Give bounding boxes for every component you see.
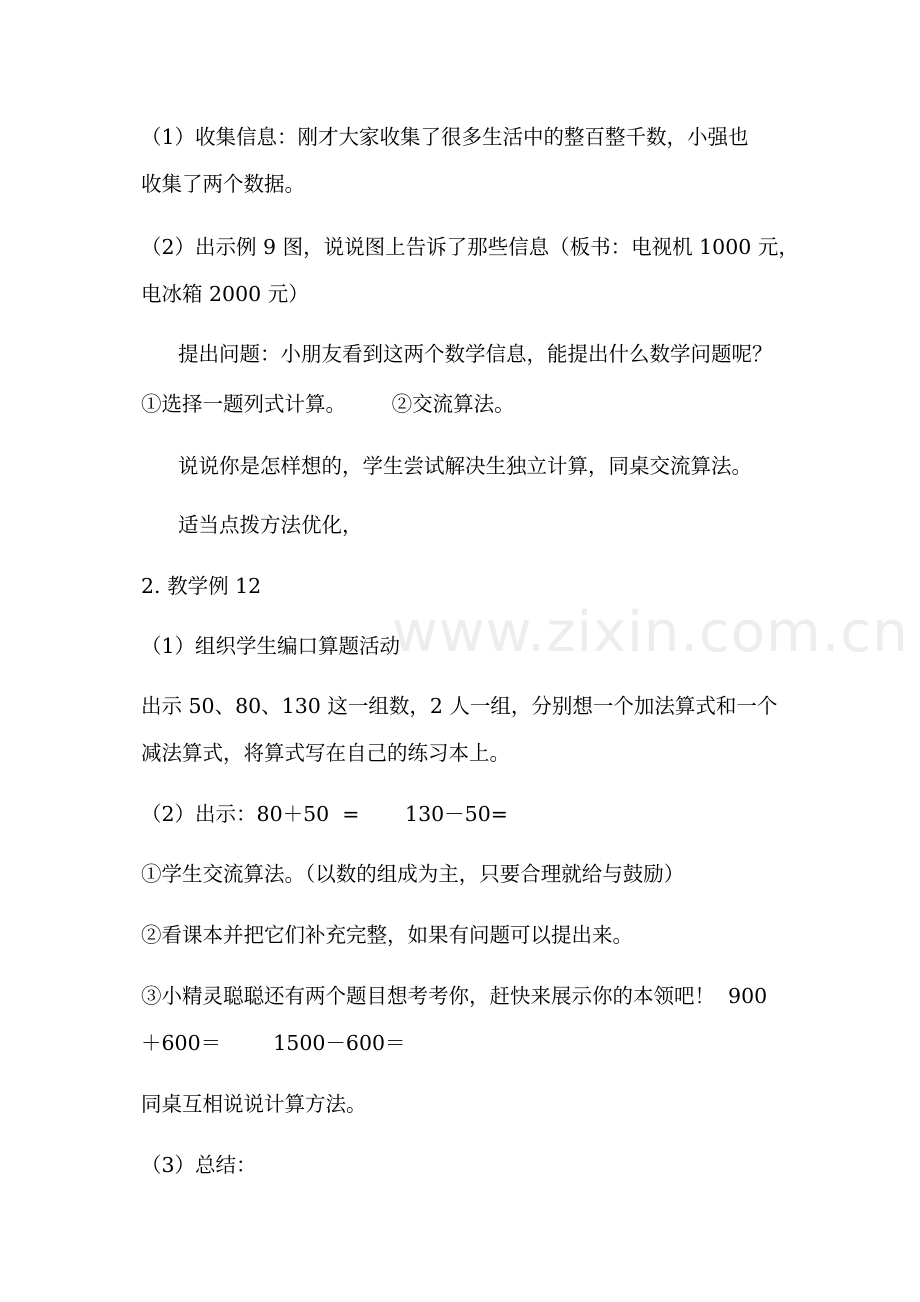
text-line: 收集了两个数据。 [141, 172, 305, 196]
text-line: ②看课本并把它们补充完整，如果有问题可以提出来。 [141, 923, 633, 947]
text-line: 提出问题：小朋友看到这两个数学信息，能提出什么数学问题呢？ [178, 342, 773, 366]
text-line: （3）总结： [141, 1153, 257, 1177]
text-line: ①学生交流算法。（以数的组成为主，只要合理就给与鼓励） [141, 862, 685, 886]
text-line: （1）组织学生编口算题活动 [141, 634, 401, 658]
text-line: 电冰箱 2000 元） [141, 282, 309, 306]
text-line: ①选择一题列式计算。 ②交流算法。 [141, 392, 515, 416]
text-line: （2）出示例 9 图，说说图上告诉了那些信息（板书：电视机 1000 元， [141, 235, 799, 259]
text-line: 同桌互相说说计算方法。 [141, 1092, 367, 1116]
watermark: www.zixin.com.cn [392, 600, 909, 665]
text-line: 适当点拨方法优化， [178, 513, 363, 537]
text-line: 说说你是怎样想的，学生尝试解决生独立计算，同桌交流算法。 [178, 454, 752, 478]
text-line: （2）出示：80＋50 = 130－50= [141, 802, 508, 826]
text-line: （1）收集信息：刚才大家收集了很多生活中的整百整千数，小强也 [141, 125, 749, 149]
section-heading: 2. 教学例 12 [141, 574, 262, 598]
text-line: ＋600＝ 1500－600＝ [141, 1031, 406, 1055]
text-line: ③小精灵聪聪还有两个题目想考考你，赶快来展示你的本领吧！ 900 [141, 984, 768, 1008]
text-line: 出示 50、80、130 这一组数，2 人一组，分别想一个加法算式和一个 [141, 694, 778, 718]
text-line: 减法算式，将算式写在自己的练习本上。 [141, 741, 510, 765]
